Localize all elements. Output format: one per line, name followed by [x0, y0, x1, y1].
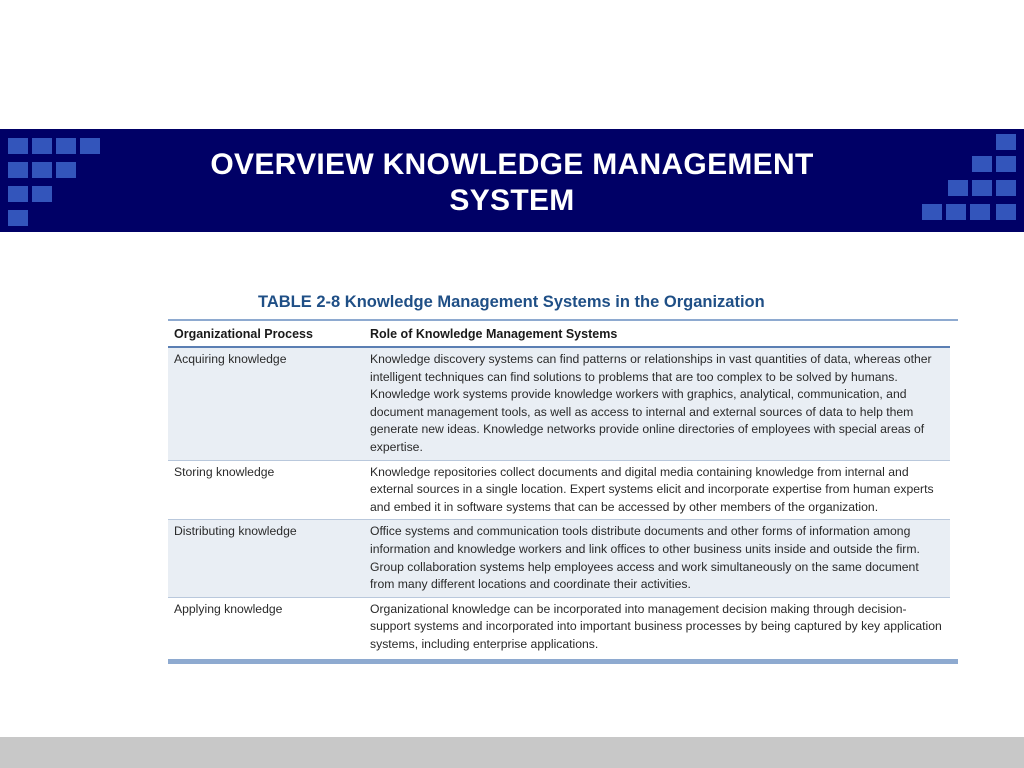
- column-header-role: Role of Knowledge Management Systems: [364, 321, 950, 347]
- role-cell: Office systems and communication tools distribute documents and other forms of information among information and knowledge workers and link offices to other business units inside and outside the firm. Group collaboration systems help employees access and work simultaneously on the same document from many different locations and coordinate their activities.: [364, 520, 950, 597]
- knowledge-table: [168, 321, 950, 657]
- decor-square: [970, 204, 990, 220]
- decor-square: [996, 134, 1016, 150]
- decor-square: [32, 186, 52, 202]
- decor-square: [32, 138, 52, 154]
- decor-square: [946, 204, 966, 220]
- decor-square: [972, 180, 992, 196]
- decor-square: [922, 204, 942, 220]
- title-banner: [0, 129, 1024, 232]
- process-cell: Applying knowledge: [168, 597, 364, 656]
- slide-title-line1: OVERVIEW KNOWLEDGE MANAGEMENT: [210, 148, 814, 181]
- process-cell: Storing knowledge: [168, 460, 364, 520]
- table-bottom-rule: [168, 659, 958, 664]
- role-cell: Organizational knowledge can be incorporated into management decision making through decision-support systems and incorporated into important business processes by being captured by key application systems, including enterprise applications.: [364, 597, 950, 656]
- decor-square: [56, 162, 76, 178]
- decor-square: [996, 156, 1016, 172]
- role-cell: Knowledge discovery systems can find patterns or relationships in vast quantities of data, whereas other intelligent techniques can find solutions to problems that are too complex to be solved by humans. Knowledge work systems provide knowledge workers with graphics, analytical, communication, and document management tools, as well as access to internal and external sources of data to help them generate new ideas. Knowledge networks provide online directories of employees with special areas of expertise.: [364, 347, 950, 460]
- table-caption: TABLE 2-8 Knowledge Management Systems in the Organization: [258, 293, 765, 311]
- knowledge-table-figure: [168, 289, 958, 664]
- decor-square: [80, 138, 100, 154]
- column-header-process: Organizational Process: [168, 321, 364, 347]
- process-cell: Distributing knowledge: [168, 520, 364, 597]
- table-row: [168, 597, 950, 656]
- slide-title: [140, 147, 884, 219]
- slide-title-line2: SYSTEM: [449, 184, 575, 217]
- role-cell: Knowledge repositories collect documents and digital media containing knowledge from internal and external sources in a single location. Expert systems elicit and incorporate expertise from human experts and embed it in software systems that can be accessed by other members of the organization.: [364, 460, 950, 520]
- decor-square: [8, 186, 28, 202]
- decor-square: [996, 204, 1016, 220]
- process-cell: Acquiring knowledge: [168, 347, 364, 460]
- decor-square: [56, 138, 76, 154]
- footer-bar: [0, 737, 1024, 768]
- decor-square: [8, 210, 28, 226]
- decor-square: [996, 180, 1016, 196]
- decor-square: [8, 162, 28, 178]
- decor-square: [948, 180, 968, 196]
- decor-square: [32, 162, 52, 178]
- table-row: [168, 520, 950, 597]
- decor-square: [8, 138, 28, 154]
- decor-square: [972, 156, 992, 172]
- table-row: [168, 460, 950, 520]
- table-header-row: [168, 321, 950, 347]
- table-row: [168, 347, 950, 460]
